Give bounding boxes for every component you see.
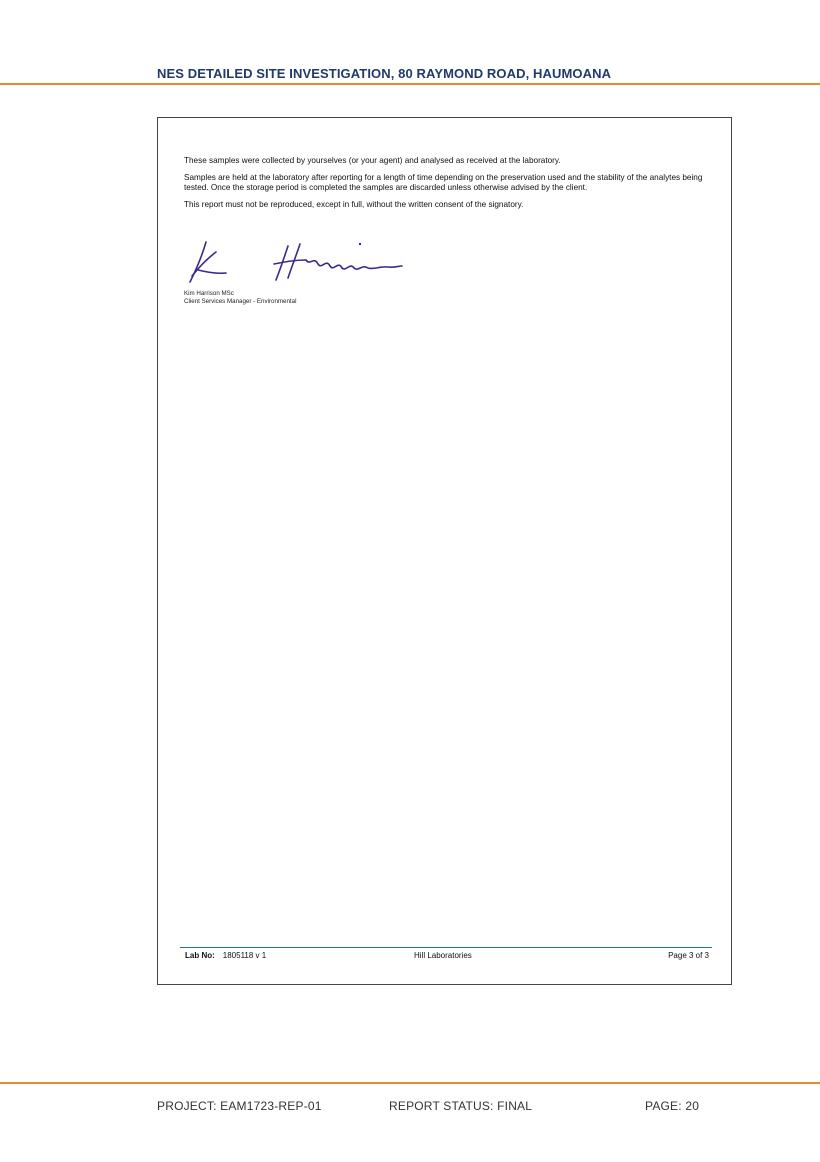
- lab-number-label: Lab No:: [185, 951, 215, 960]
- embedded-lab-report: [157, 117, 732, 985]
- signatory-name: Kim Harrison MSc: [184, 290, 234, 297]
- report-status: REPORT STATUS: FINAL: [389, 1099, 533, 1113]
- project-code: PROJECT: EAM1723-REP-01: [157, 1099, 322, 1113]
- signatory-role: Client Services Manager - Environmental: [184, 298, 297, 305]
- lab-number-value: 1805118 v 1: [222, 951, 267, 960]
- footer-rule: [0, 1082, 820, 1084]
- handwritten-signature: [184, 236, 424, 288]
- page-header: [0, 0, 820, 86]
- lab-page-number: Page 3 of 3: [668, 951, 709, 960]
- report-paragraph-1: These samples were collected by yourselves (or your agent) and analysed as received at the laboratory.: [184, 156, 561, 165]
- report-paragraph-3: This report must not be reproduced, except in full, without the written consent of the signatory.: [184, 200, 524, 209]
- report-body: [184, 156, 710, 217]
- lab-number: [185, 951, 266, 960]
- document-title: NES DETAILED SITE INVESTIGATION, 80 RAYMOND ROAD, HAUMOANA: [157, 66, 612, 81]
- lab-name: Hill Laboratories: [414, 951, 472, 960]
- lab-report-footer: [180, 947, 712, 962]
- header-rule: [0, 83, 820, 85]
- signatory-block: [184, 290, 296, 306]
- report-paragraph-2: Samples are held at the laboratory after reporting for a length of time depending on the preservation used and the stability of the analytes being tested. Once the storage period is completed the samples are discarded unless otherwise advised by the client.: [184, 173, 703, 192]
- page-number: PAGE: 20: [645, 1099, 700, 1113]
